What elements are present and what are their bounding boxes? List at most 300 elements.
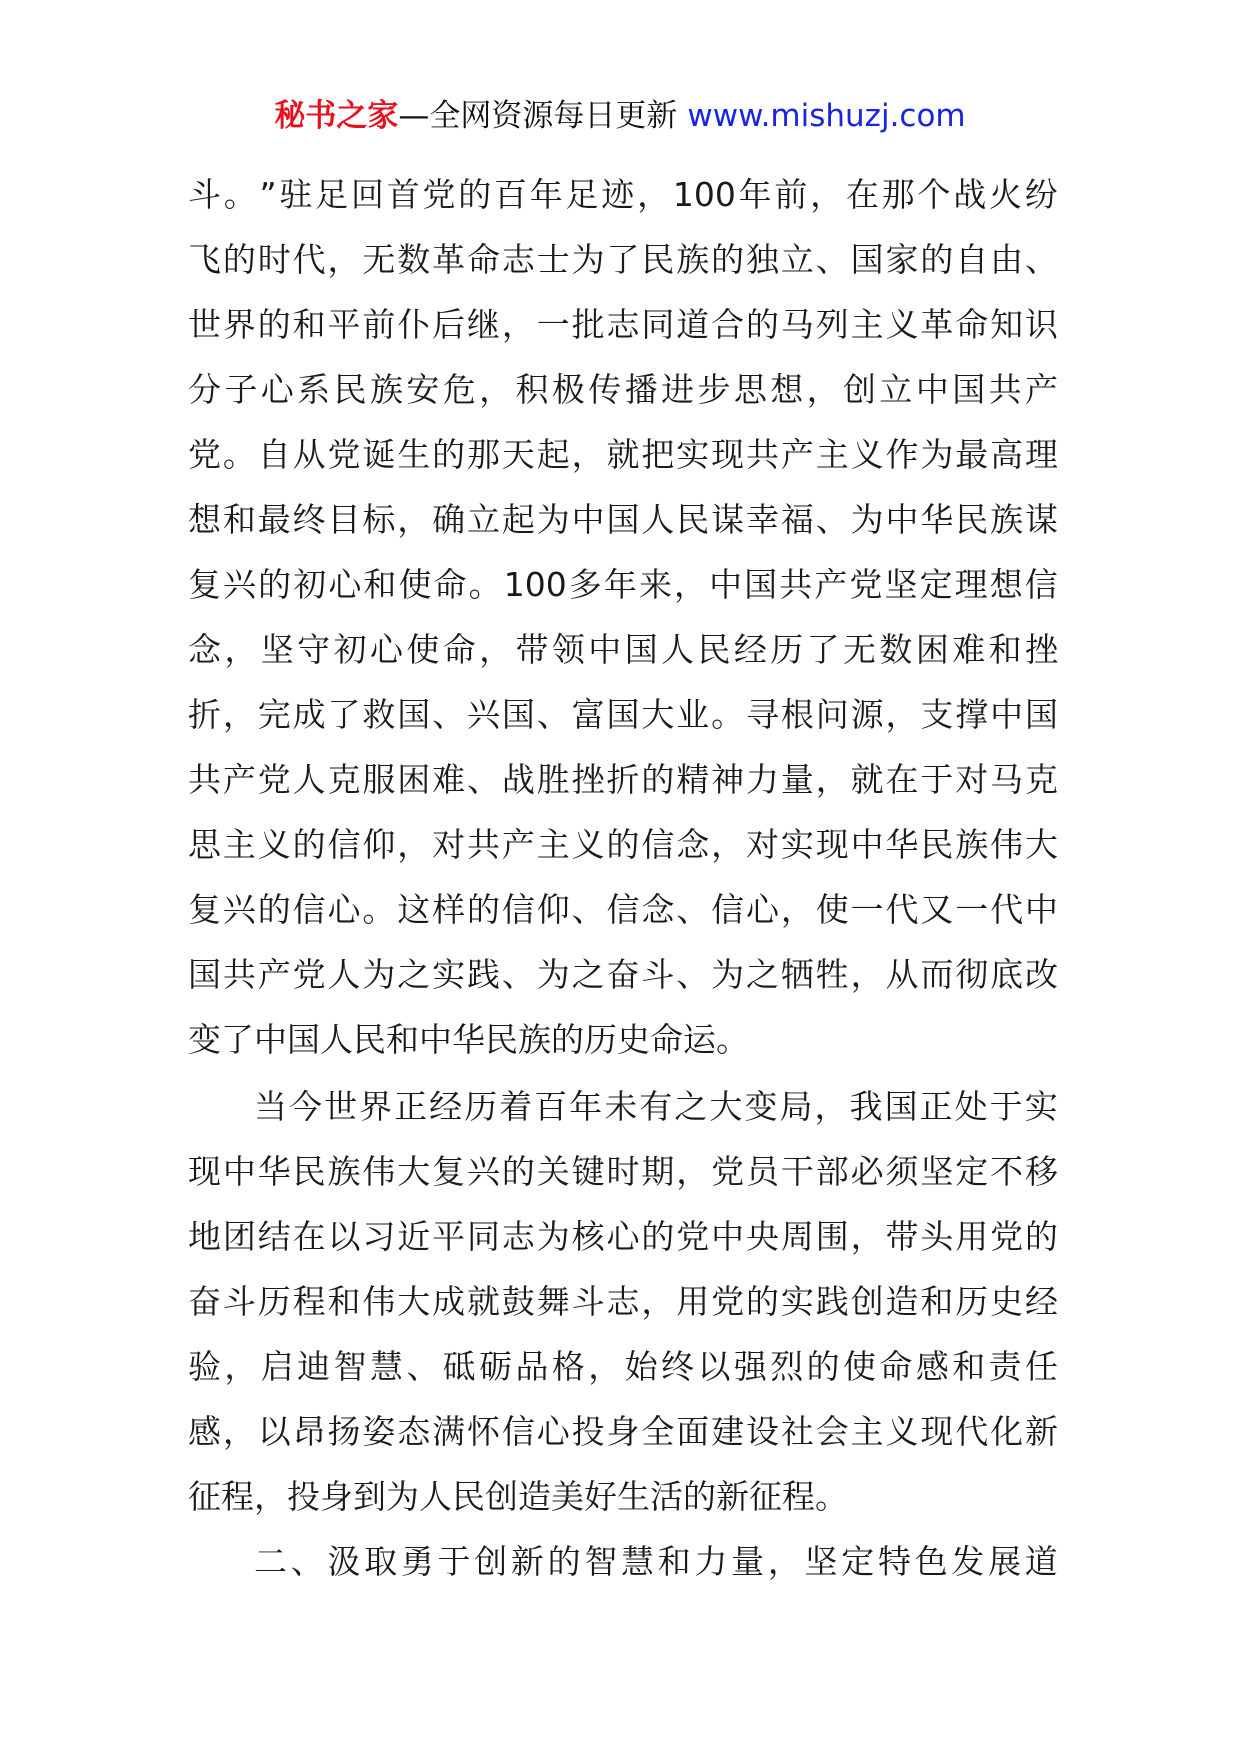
char: 了 [806, 630, 840, 669]
char: 汲 [327, 1542, 361, 1581]
char: 于 [920, 760, 954, 799]
char: 民 [641, 240, 675, 279]
char: 民 [333, 370, 367, 409]
char: ， [815, 760, 849, 799]
char: 民 [292, 1152, 326, 1191]
char: 了 [327, 695, 361, 734]
char: 慧 [369, 1347, 403, 1386]
char: 子 [224, 370, 258, 409]
char: 的 [547, 1542, 581, 1581]
char: 头 [920, 1217, 954, 1256]
char: 平 [432, 1217, 466, 1256]
char: 变 [744, 1087, 778, 1126]
char: 造 [885, 1282, 919, 1321]
char: 舞 [536, 1282, 570, 1321]
char: 撑 [955, 695, 989, 734]
char: 格 [551, 1347, 585, 1386]
char: 理 [954, 565, 988, 604]
char: 战 [953, 175, 987, 214]
char: 独 [746, 240, 779, 279]
char: 经 [733, 630, 767, 669]
char: 最 [257, 500, 291, 539]
char: 责 [988, 1347, 1022, 1386]
char: 不 [990, 1152, 1024, 1191]
char: ， [588, 1347, 622, 1386]
char: 合 [711, 305, 745, 344]
char: 迪 [297, 1347, 331, 1386]
char: 定 [919, 565, 953, 604]
char: 色 [914, 1542, 948, 1581]
char: 在 [885, 760, 919, 799]
text-line [188, 1399, 1058, 1464]
char: 义 [257, 825, 291, 864]
char: 族 [676, 240, 710, 279]
text-line [188, 747, 1058, 812]
char: 义 [885, 1412, 919, 1451]
char: 力 [694, 1542, 728, 1581]
char: 键 [571, 1152, 605, 1191]
char: 代 [885, 890, 919, 929]
char: 之 [674, 1087, 708, 1126]
char: ， [814, 1087, 848, 1126]
char: 感 [188, 1412, 221, 1451]
char: 国 [744, 565, 778, 604]
char: 国 [1025, 695, 1058, 734]
header-tagline: —全网资源每日更新 [398, 98, 678, 134]
char: 以 [697, 1347, 731, 1386]
char: 、 [536, 695, 570, 734]
char: 启 [260, 1347, 294, 1386]
char: 福 [780, 500, 814, 539]
char: 、 [676, 890, 710, 929]
char: 共 [222, 955, 256, 994]
char: 仰 [362, 825, 396, 864]
char: 年 [569, 1087, 603, 1126]
char: ” [259, 175, 277, 214]
char: 标 [362, 500, 396, 539]
char: 党 [422, 175, 456, 214]
char: 就 [850, 760, 884, 799]
char: 。 [468, 565, 502, 604]
char: 牲 [815, 955, 849, 994]
char: 员 [746, 1152, 779, 1191]
char: 国 [850, 240, 884, 279]
char: ， [641, 1282, 675, 1321]
char: 共 [188, 760, 221, 799]
text-line [188, 552, 1058, 617]
char: 家 [885, 240, 919, 279]
char: 马 [780, 305, 814, 344]
char: 的 [458, 175, 492, 214]
char: 经 [429, 1087, 463, 1126]
char: ， [676, 1152, 710, 1191]
char: 国 [397, 695, 431, 734]
char: 于 [989, 1087, 1023, 1126]
char: ， [850, 1217, 884, 1256]
char: 支 [920, 695, 954, 734]
char: 数 [397, 240, 431, 279]
char: 界 [222, 305, 256, 344]
char: 这 [397, 890, 431, 929]
char: 从 [885, 955, 919, 994]
char: 飞 [188, 240, 221, 279]
paragraph [188, 1074, 1058, 1529]
char: 个 [917, 175, 951, 214]
char: 100 [503, 565, 567, 604]
char: 播 [624, 370, 658, 409]
char: 华 [257, 1152, 291, 1191]
char: 回 [350, 175, 384, 214]
char: 目 [327, 500, 361, 539]
char: 步 [697, 370, 731, 409]
char: 兴 [223, 565, 257, 604]
char: 信 [1024, 565, 1058, 604]
char: 党 [188, 435, 221, 474]
char: 发 [951, 1542, 985, 1581]
char: 现 [188, 1152, 221, 1191]
char: 系 [297, 370, 331, 409]
char: 兴 [467, 1152, 500, 1191]
char: 着 [499, 1087, 533, 1126]
char: 和 [363, 565, 397, 604]
char: 国 [606, 695, 640, 734]
char: ， [397, 825, 431, 864]
char: 奋 [188, 1282, 221, 1321]
char: 任 [1024, 1347, 1058, 1386]
char: 和 [222, 500, 256, 539]
char: 实 [432, 955, 466, 994]
char: 思 [188, 825, 221, 864]
char: 当 [254, 1087, 287, 1126]
char: 克 [1025, 760, 1058, 799]
char: 社 [780, 1412, 814, 1451]
char: 移 [1025, 1152, 1058, 1191]
char: 大 [397, 1152, 431, 1191]
char: 心 [746, 890, 779, 929]
char: 道 [1024, 1542, 1058, 1581]
char: 人 [641, 500, 675, 539]
char: 党 [711, 1282, 745, 1321]
char: 国 [501, 695, 535, 734]
char: 伟 [362, 1152, 396, 1191]
char: 心 [536, 1412, 570, 1451]
char: 程 [292, 1282, 326, 1321]
char: 之 [746, 955, 779, 994]
char: 历 [257, 1282, 291, 1321]
char: 主 [815, 435, 849, 474]
char: ， [222, 695, 256, 734]
char: 心 [328, 565, 362, 604]
char: 国 [188, 955, 221, 994]
char: 为 [536, 955, 570, 994]
char: 中 [915, 370, 949, 409]
char: 中 [990, 695, 1024, 734]
char: 实 [1024, 1087, 1058, 1126]
char: 实 [780, 1282, 814, 1321]
char: 带 [885, 1217, 919, 1256]
text-line [188, 1334, 1058, 1399]
char: 局 [779, 1087, 813, 1126]
char: 用 [676, 1282, 710, 1321]
char: 多 [568, 565, 602, 604]
char: 国 [606, 500, 640, 539]
char: 挫 [571, 760, 605, 799]
char: 百 [494, 175, 527, 214]
char: 驻 [279, 175, 313, 214]
char: 数 [879, 630, 913, 669]
text-line [188, 617, 1058, 682]
char: 央 [746, 1217, 779, 1256]
char: 坚 [804, 1542, 838, 1581]
char: ， [674, 565, 708, 604]
char: 党 [292, 955, 326, 994]
char: 和 [292, 305, 326, 344]
char: 定 [955, 1152, 989, 1191]
char: ， [222, 1412, 256, 1451]
char: 砥 [442, 1347, 476, 1386]
char: 志 [606, 1282, 640, 1321]
char: 烈 [770, 1347, 804, 1386]
char: 、 [432, 695, 466, 734]
char: 、 [815, 500, 849, 539]
char: 为 [536, 1217, 570, 1256]
char: 那 [467, 435, 500, 474]
paragraph [188, 1529, 1058, 1594]
char: 党 [990, 1217, 1024, 1256]
char: 迹 [601, 175, 635, 214]
site-url-link[interactable]: www.mishuzj.com [687, 98, 966, 134]
char: 同 [641, 305, 675, 344]
char: 胜 [536, 760, 570, 799]
char: 坚 [260, 630, 294, 669]
char: 兴 [222, 890, 256, 929]
char: 智 [333, 1347, 367, 1386]
char: 产 [257, 955, 291, 994]
char: 民 [920, 825, 954, 864]
paragraph [188, 162, 1058, 1072]
char: 之 [571, 955, 605, 994]
char: 信 [501, 1412, 535, 1451]
char: 鼓 [501, 1282, 535, 1321]
char: 革 [432, 240, 466, 279]
char: 产 [814, 565, 848, 604]
char: 华 [885, 825, 919, 864]
char: 命 [467, 240, 500, 279]
char: 产 [1024, 370, 1058, 409]
char: 问 [815, 695, 849, 734]
char: 信 [711, 890, 745, 929]
text-line [188, 1529, 1058, 1594]
text-line [188, 1204, 1058, 1269]
char: 难 [432, 760, 466, 799]
char: 共 [988, 370, 1022, 409]
char: ， [479, 630, 513, 669]
char: 源 [850, 695, 884, 734]
char: 有 [639, 1087, 673, 1126]
char: 纷 [1024, 175, 1058, 214]
char: 立 [467, 500, 500, 539]
char: 义 [885, 305, 919, 344]
char: 历 [955, 1282, 989, 1321]
char: 中 [709, 565, 743, 604]
char: 产 [780, 435, 814, 474]
char: 诞 [362, 435, 396, 474]
char: 面 [676, 1412, 710, 1451]
char: 地 [188, 1217, 221, 1256]
char: 勇 [400, 1542, 434, 1581]
char: 初 [333, 630, 367, 669]
char: 作 [885, 435, 919, 474]
char: 难 [952, 630, 986, 669]
char: 干 [780, 1152, 814, 1191]
text-line [188, 227, 1058, 292]
char: 践 [815, 1282, 849, 1321]
char: ， [327, 240, 361, 279]
char: 党 [257, 760, 291, 799]
text-line [188, 487, 1058, 552]
char: 挫 [1024, 630, 1058, 669]
char: 神 [711, 760, 745, 799]
char: 伟 [990, 825, 1024, 864]
char: 和 [327, 1282, 361, 1321]
char: 。 [222, 435, 256, 474]
char: 、 [290, 1542, 324, 1581]
char: 百 [534, 1087, 568, 1126]
char: 于 [437, 1542, 471, 1581]
document-body [188, 162, 1058, 1594]
char: 现 [815, 825, 849, 864]
char: 之 [397, 955, 431, 994]
char: 我 [849, 1087, 883, 1126]
char: 列 [815, 305, 849, 344]
char: 危 [442, 370, 476, 409]
char: 斗 [641, 955, 675, 994]
char: 信 [501, 890, 535, 929]
char: 历 [464, 1087, 498, 1126]
char: 代 [292, 240, 326, 279]
char: 华 [920, 500, 954, 539]
char: 。 [711, 695, 745, 734]
char: 初 [293, 565, 327, 604]
text-line [188, 1074, 1058, 1139]
char: 共 [746, 435, 779, 474]
char: 共 [467, 825, 500, 864]
char: ， [767, 1542, 801, 1581]
char: 实 [676, 435, 710, 474]
char: 积 [515, 370, 549, 409]
char: 中 [711, 1217, 745, 1256]
char: 时 [257, 240, 291, 279]
char: 精 [676, 760, 710, 799]
char: 团 [222, 1217, 256, 1256]
char: 复 [432, 1152, 466, 1191]
char: 信 [606, 890, 640, 929]
brand-name: 秘书之家 [274, 98, 399, 134]
char: 而 [920, 955, 954, 994]
char: 使 [398, 565, 432, 604]
char: 始 [624, 1347, 658, 1386]
char: 力 [746, 760, 779, 799]
char: 士 [536, 240, 570, 279]
text-line [188, 422, 1058, 487]
char: 火 [988, 175, 1022, 214]
char: 就 [606, 435, 640, 474]
char: 成 [432, 1282, 466, 1321]
char: 投 [571, 1412, 605, 1451]
char: ， [501, 305, 535, 344]
char: 极 [551, 370, 585, 409]
char: 起 [501, 500, 535, 539]
char: 寻 [746, 695, 779, 734]
char: 一 [850, 890, 884, 929]
char: 彻 [955, 955, 989, 994]
char: 、 [571, 890, 605, 929]
char: 无 [843, 630, 877, 669]
char: 继 [467, 305, 500, 344]
char: 族 [955, 825, 989, 864]
char: 的 [501, 1152, 535, 1191]
char: ， [224, 630, 258, 669]
char: 历 [770, 630, 804, 669]
char: 扬 [327, 1412, 361, 1451]
char: 族 [327, 1152, 361, 1191]
text-line [188, 357, 1058, 422]
char: 世 [188, 305, 221, 344]
char: 和 [920, 1282, 954, 1321]
char: 、 [1025, 240, 1058, 279]
char: 斗 [222, 1282, 256, 1321]
char: 命 [955, 305, 989, 344]
char: 设 [746, 1412, 779, 1451]
char: 须 [885, 1152, 919, 1191]
char: 义 [850, 435, 884, 474]
char: 把 [641, 435, 675, 474]
char: 民 [676, 500, 710, 539]
char: 界 [359, 1087, 393, 1126]
char: 国 [884, 1087, 918, 1126]
char: 自 [257, 435, 291, 474]
char: ， [806, 370, 840, 409]
char: 和 [657, 1542, 691, 1581]
text-line [188, 682, 1058, 747]
char: 感 [915, 1347, 949, 1386]
char: 史 [990, 1282, 1024, 1321]
char: 战 [501, 760, 535, 799]
text-line [188, 942, 1058, 1007]
char: 心 [369, 630, 403, 669]
char: 的 [258, 565, 292, 604]
char: 主 [536, 825, 570, 864]
char: 新 [510, 1542, 544, 1581]
char: 想 [770, 370, 804, 409]
char: 代 [955, 1412, 989, 1451]
char: 创 [843, 370, 877, 409]
char: 的 [292, 825, 326, 864]
char: 来 [638, 565, 672, 604]
char: ， [637, 175, 671, 214]
char: 命 [433, 565, 467, 604]
char: 国 [952, 370, 986, 409]
char: 知 [990, 305, 1024, 344]
char: 根 [780, 695, 814, 734]
char: 人 [661, 630, 695, 669]
char: 人 [327, 955, 361, 994]
char: 智 [584, 1542, 618, 1581]
char: 、 [676, 955, 710, 994]
char: 救 [362, 695, 396, 734]
char: 带 [515, 630, 549, 669]
char: 的 [746, 305, 779, 344]
